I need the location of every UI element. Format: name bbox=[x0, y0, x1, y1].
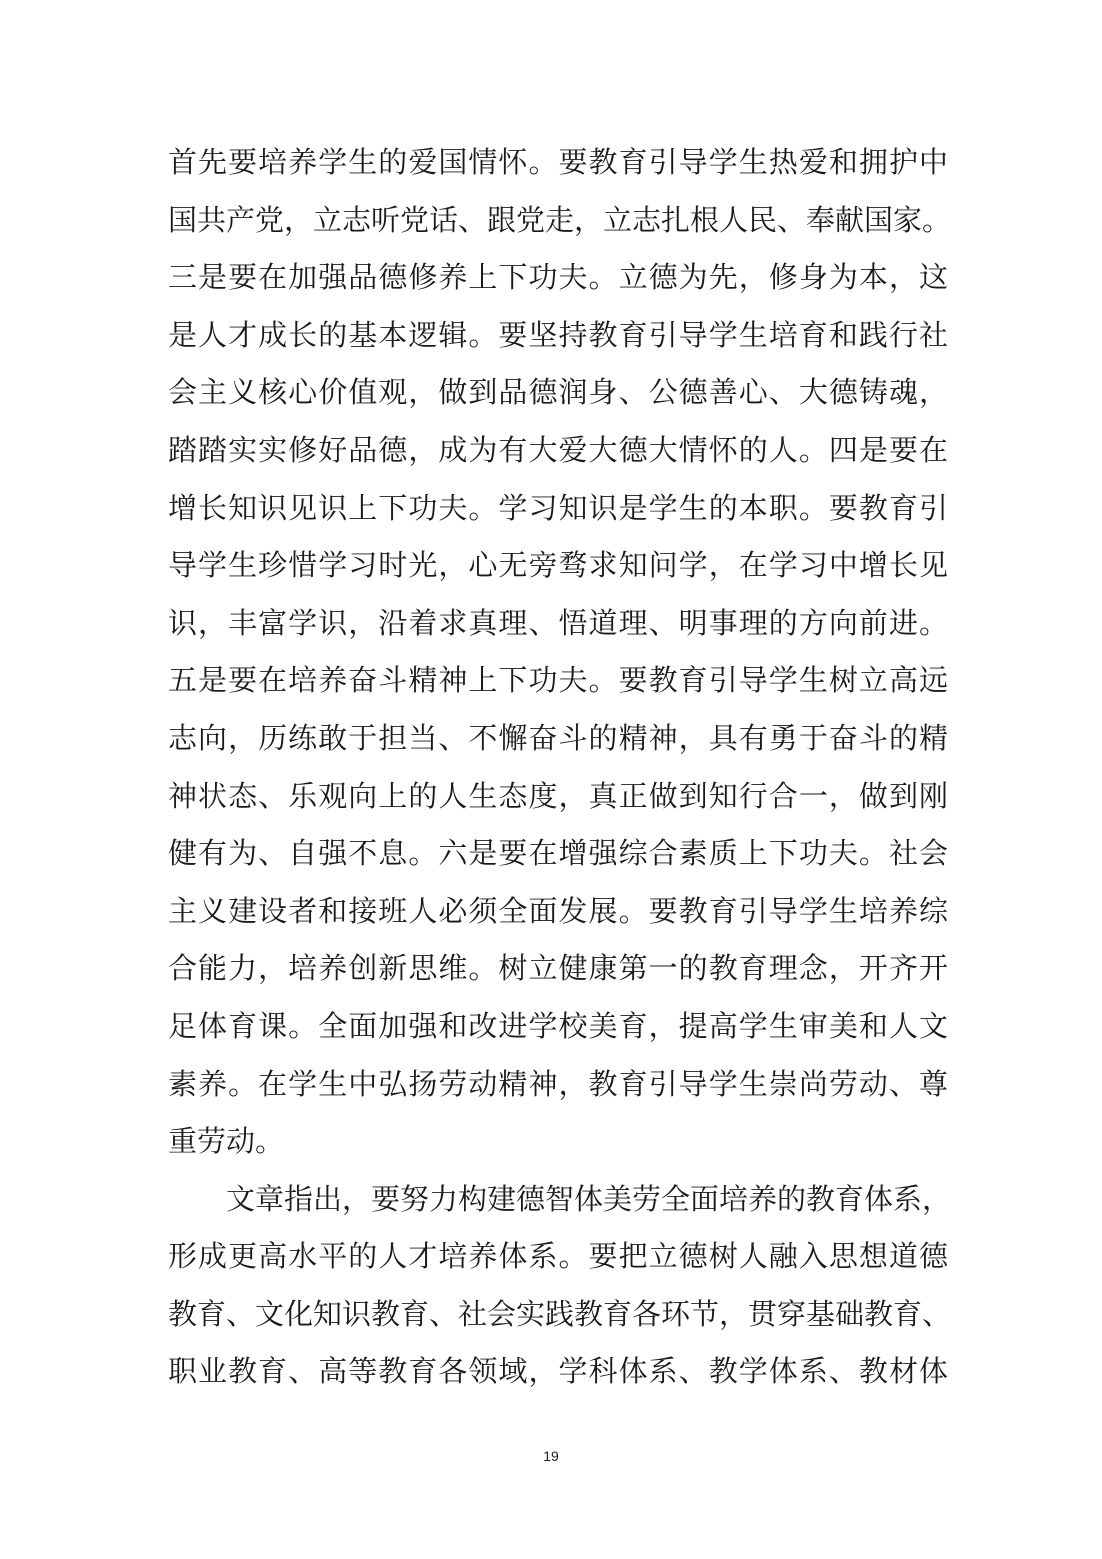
text-line: 三是要在加强品德修养上下功夫。立德为先，修身为本，这 bbox=[168, 260, 948, 295]
text-line: 足体育课。全面加强和改进学校美育，提高学生审美和人文 bbox=[168, 1008, 948, 1043]
paragraph-first-line: 文章指出，要努力构建德智体美劳全面培养的教育体系， bbox=[226, 1181, 952, 1216]
text-line: 合能力，培养创新思维。树立健康第一的教育理念，开齐开 bbox=[168, 951, 948, 986]
text-line: 导学生珍惜学习时光，心无旁骛求知问学，在学习中增长见 bbox=[168, 548, 948, 583]
text-line: 健有为、自强不息。六是要在增强综合素质上下功夫。社会 bbox=[168, 836, 948, 871]
text-line: 职业教育、高等教育各领域，学科体系、教学体系、教材体 bbox=[168, 1354, 948, 1389]
text-line: 是人才成长的基本逻辑。要坚持教育引导学生培育和践行社 bbox=[168, 317, 948, 352]
text-line: 首先要培养学生的爱国情怀。要教育引导学生热爱和拥护中 bbox=[168, 145, 948, 179]
page-number: 19 bbox=[543, 1448, 559, 1464]
text-line: 增长知识见识上下功夫。学习知识是学生的本职。要教育引 bbox=[168, 490, 948, 525]
text-line: 志向，历练敢于担当、不懈奋斗的精神，具有勇于奋斗的精 bbox=[168, 720, 948, 755]
text-line: 五是要在培养奋斗精神上下功夫。要教育引导学生树立高远 bbox=[168, 663, 948, 698]
text-line: 教育、文化知识教育、社会实践教育各环节，贯穿基础教育、 bbox=[168, 1296, 952, 1331]
text-line: 国共产党，立志听党话、跟党走，立志扎根人民、奉献国家。 bbox=[168, 202, 952, 237]
text-line: 主义建设者和接班人必须全面发展。要教育引导学生培养综 bbox=[168, 893, 948, 928]
body-text bbox=[168, 134, 952, 1401]
text-line: 识，丰富学识，沿着求真理、悟道理、明事理的方向前进。 bbox=[168, 605, 948, 640]
text-line: 踏踏实实修好品德，成为有大爱大德大情怀的人。四是要在 bbox=[168, 432, 948, 467]
text-line: 会主义核心价值观，做到品德润身、公德善心、大德铸魂， bbox=[168, 375, 948, 410]
text-line: 神状态、乐观向上的人生态度，真正做到知行合一，做到刚 bbox=[168, 778, 948, 813]
text-line: 重劳动。 bbox=[168, 1124, 285, 1159]
text-line: 素养。在学生中弘扬劳动精神，教育引导学生崇尚劳动、尊 bbox=[168, 1066, 948, 1101]
text-line: 形成更高水平的人才培养体系。要把立德树人融入思想道德 bbox=[168, 1239, 948, 1274]
